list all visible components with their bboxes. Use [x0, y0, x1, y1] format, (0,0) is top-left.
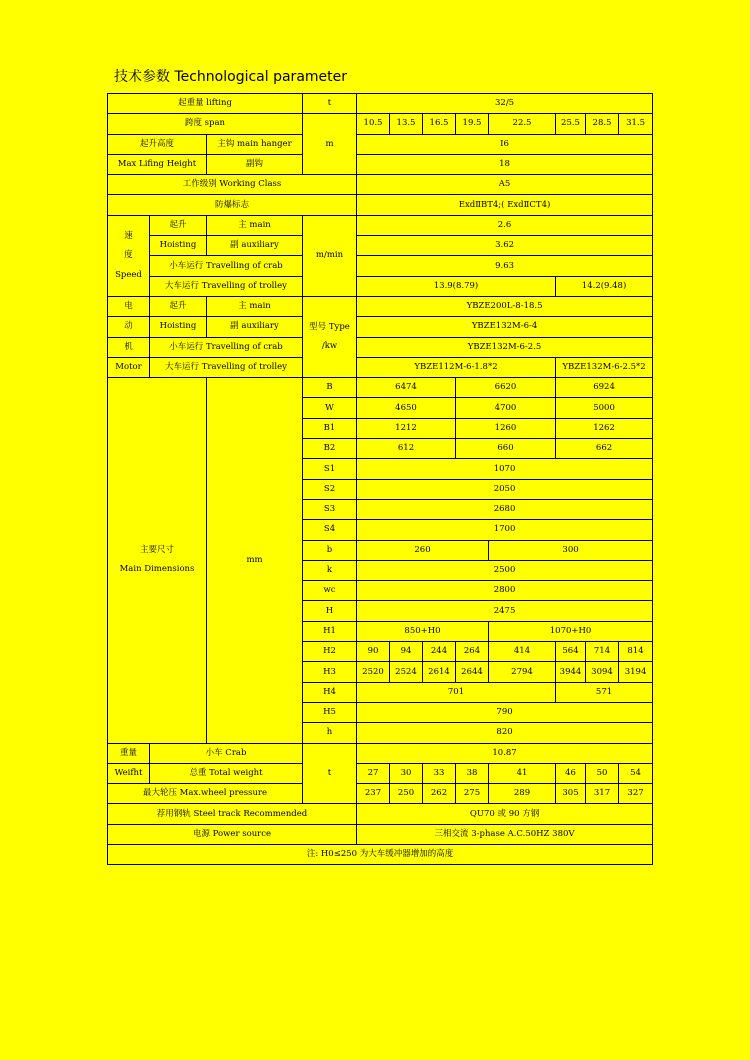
speed-crab-value: 9.63 — [357, 256, 653, 276]
table-row — [108, 763, 653, 783]
dim-value: 2644 — [456, 662, 489, 682]
dim-value: 1262 — [556, 418, 653, 438]
dim-value: 1212 — [357, 418, 456, 438]
speed-label — [108, 215, 150, 296]
dim-label: H5 — [303, 702, 357, 722]
span-value: 22.5 — [489, 114, 556, 134]
table-row — [108, 784, 653, 804]
dim-value: 612 — [357, 439, 456, 459]
table-row — [108, 824, 653, 844]
page-title: 技术参数 Technological parameter — [114, 69, 348, 85]
power-value: 三相交流 3-phase A.C.50HZ 380V — [357, 824, 653, 844]
motor-unit-kw: /kw — [321, 341, 338, 352]
weight-total-label: 总重 Total weight — [150, 763, 303, 783]
speed-unit: m/min — [303, 215, 357, 296]
dim-value: 6620 — [456, 378, 556, 398]
aux-hanger-value: 18 — [357, 154, 653, 174]
span-value: 16.5 — [423, 114, 456, 134]
dim-value: 4650 — [357, 398, 456, 418]
dim-value: 660 — [456, 439, 556, 459]
wheel-pressure-value: 237 — [357, 784, 390, 804]
span-value: 10.5 — [357, 114, 390, 134]
dim-label: H4 — [303, 682, 357, 702]
aux-hanger-label: 副钩 — [207, 154, 303, 174]
dim-label: B — [303, 378, 357, 398]
dim-label: S1 — [303, 459, 357, 479]
dim-value: 814 — [619, 642, 653, 662]
speed-trolley-value: 13.9(8.79) — [357, 276, 556, 296]
dim-value: 1070 — [357, 459, 653, 479]
wheel-pressure-value: 289 — [489, 784, 556, 804]
motor-main-value: YBZE200L-8-18.5 — [357, 296, 653, 316]
motor-trolley-label: 大车运行 Travelling of trolley — [150, 357, 303, 377]
motor-trolley-value: YBZE132M-6-2.5*2 — [556, 357, 653, 377]
motor-aux-label: 副 auxiliary — [207, 317, 303, 337]
dim-value: 6474 — [357, 378, 456, 398]
dimensions-label — [108, 378, 207, 743]
speed-label-cn-2: 度 — [124, 250, 133, 261]
rail-value: QU70 或 90 方钢 — [357, 804, 653, 824]
weight-label-cn: 重量 — [108, 743, 150, 763]
motor-label-cn-1: 电 — [108, 296, 150, 316]
table-row — [108, 357, 653, 377]
motor-hoist-cn: 起升 — [150, 296, 207, 316]
span-value: 13.5 — [390, 114, 423, 134]
speed-main-label: 主 main — [207, 215, 303, 235]
dim-label: W — [303, 398, 357, 418]
parameter-table — [107, 93, 653, 865]
dim-label: H1 — [303, 621, 357, 641]
table-row — [108, 804, 653, 824]
dim-label: H2 — [303, 642, 357, 662]
motor-crab-label: 小车运行 Travelling of crab — [150, 337, 303, 357]
dim-label: B1 — [303, 418, 357, 438]
footnote: 注: H0≤250 为大车缓冲器增加的高度 — [108, 844, 653, 864]
dim-value: 2680 — [357, 499, 653, 519]
speed-label-en: Speed — [115, 269, 142, 280]
dim-value: 1260 — [456, 418, 556, 438]
dim-value: 6924 — [556, 378, 653, 398]
lift-height-label-cn: 起升高度 — [108, 134, 207, 154]
dim-label: S3 — [303, 499, 357, 519]
weight-total-value: 38 — [456, 763, 489, 783]
weight-total-value: 30 — [390, 763, 423, 783]
dim-value: 2520 — [357, 662, 390, 682]
dim-value: 3944 — [556, 662, 586, 682]
dim-value: 2050 — [357, 479, 653, 499]
wheel-pressure-value: 327 — [619, 784, 653, 804]
table-row — [108, 236, 653, 256]
motor-label-en: Motor — [108, 357, 150, 377]
dim-label: S2 — [303, 479, 357, 499]
wheel-pressure-value: 275 — [456, 784, 489, 804]
speed-hoist-cn: 起升 — [150, 215, 207, 235]
motor-label-cn-3: 机 — [108, 337, 150, 357]
dim-value: 264 — [456, 642, 489, 662]
dim-value: 2524 — [390, 662, 423, 682]
rail-label: 荐用钢轨 Steel track Recommended — [108, 804, 357, 824]
dim-value: 2800 — [357, 581, 653, 601]
lift-height-label-en: Max Lifing Height — [108, 154, 207, 174]
dim-label: H — [303, 601, 357, 621]
dim-label: S4 — [303, 520, 357, 540]
table-row — [108, 743, 653, 763]
table-row — [108, 317, 653, 337]
motor-hoist-en: Hoisting — [150, 317, 207, 337]
weight-total-value: 46 — [556, 763, 586, 783]
dim-value: 2794 — [489, 662, 556, 682]
dim-value: 790 — [357, 702, 653, 722]
wheel-pressure-value: 317 — [586, 784, 619, 804]
weight-total-value: 27 — [357, 763, 390, 783]
dim-label: wc — [303, 581, 357, 601]
table-row — [108, 276, 653, 296]
table-row — [108, 114, 653, 134]
lifting-label: 起重量 lifting — [108, 94, 303, 114]
weight-crab-value: 10.87 — [357, 743, 653, 763]
speed-trolley-value: 14.2(9.48) — [556, 276, 653, 296]
table-row — [108, 215, 653, 235]
weight-total-value: 54 — [619, 763, 653, 783]
wheel-pressure-value: 305 — [556, 784, 586, 804]
dim-value: 662 — [556, 439, 653, 459]
motor-unit — [303, 296, 357, 377]
dim-value: 564 — [556, 642, 586, 662]
weight-total-value: 50 — [586, 763, 619, 783]
dim-value: 714 — [586, 642, 619, 662]
dim-value: 850+H0 — [357, 621, 489, 641]
table-row — [108, 256, 653, 276]
span-unit: m — [303, 114, 357, 175]
speed-aux-value: 3.62 — [357, 236, 653, 256]
lifting-unit: t — [303, 94, 357, 114]
dim-label: B2 — [303, 439, 357, 459]
table-row — [108, 94, 653, 114]
explosion-label: 防爆标志 — [108, 195, 357, 215]
motor-main-label: 主 main — [207, 296, 303, 316]
wheel-pressure-value: 250 — [390, 784, 423, 804]
weight-unit: t — [303, 743, 357, 804]
dim-value: 5000 — [556, 398, 653, 418]
motor-unit-type: 型号 Type — [309, 321, 350, 332]
dim-value: 3094 — [586, 662, 619, 682]
dim-value: 94 — [390, 642, 423, 662]
motor-label-cn-2: 动 — [108, 317, 150, 337]
dim-value: 4700 — [456, 398, 556, 418]
span-value: 19.5 — [456, 114, 489, 134]
weight-label-en: Weifht — [108, 763, 150, 783]
dim-label: h — [303, 723, 357, 743]
dimensions-label-en: Main Dimensions — [119, 564, 195, 575]
table-row — [108, 296, 653, 316]
motor-trolley-value: YBZE112M-6-1.8*2 — [357, 357, 556, 377]
dim-value: 571 — [556, 682, 653, 702]
dim-value: 2614 — [423, 662, 456, 682]
dim-label: H3 — [303, 662, 357, 682]
span-value: 25.5 — [556, 114, 586, 134]
dim-value: 1700 — [357, 520, 653, 540]
weight-crab-label: 小车 Crab — [150, 743, 303, 763]
power-label: 电源 Power source — [108, 824, 357, 844]
motor-aux-value: YBZE132M-6-4 — [357, 317, 653, 337]
span-value: 31.5 — [619, 114, 653, 134]
lifting-value: 32/5 — [357, 94, 653, 114]
dim-value: 701 — [357, 682, 556, 702]
dim-value: 90 — [357, 642, 390, 662]
dimensions-unit: mm — [207, 378, 303, 743]
speed-aux-label: 副 auxiliary — [207, 236, 303, 256]
table-row — [108, 844, 653, 864]
dim-value: 1070+H0 — [489, 621, 653, 641]
dim-value: 3194 — [619, 662, 653, 682]
table-row — [108, 154, 653, 174]
speed-trolley-label: 大车运行 Travelling of trolley — [150, 276, 303, 296]
span-value: 28.5 — [586, 114, 619, 134]
dim-label: b — [303, 540, 357, 560]
table-row — [108, 195, 653, 215]
table-row — [108, 378, 653, 398]
working-class-value: A5 — [357, 175, 653, 195]
dim-value: 260 — [357, 540, 489, 560]
working-class-label: 工作级别 Working Class — [108, 175, 357, 195]
main-hanger-value: I6 — [357, 134, 653, 154]
table-row — [108, 134, 653, 154]
main-hanger-label: 主钩 main hanger — [207, 134, 303, 154]
dim-value: 820 — [357, 723, 653, 743]
dim-value: 414 — [489, 642, 556, 662]
dimensions-label-cn: 主要尺寸 — [139, 544, 174, 555]
speed-label-cn-1: 速 — [124, 230, 133, 241]
speed-hoist-en: Hoisting — [150, 236, 207, 256]
table-row — [108, 175, 653, 195]
dim-value: 2500 — [357, 560, 653, 580]
speed-main-value: 2.6 — [357, 215, 653, 235]
motor-crab-value: YBZE132M-6-2.5 — [357, 337, 653, 357]
wheel-pressure-label: 最大轮压 Max.wheel pressure — [108, 784, 303, 804]
dim-label: k — [303, 560, 357, 580]
weight-total-value: 41 — [489, 763, 556, 783]
table-row — [108, 337, 653, 357]
explosion-value: ExdⅡBT4;( ExdⅡCT4) — [357, 195, 653, 215]
span-label: 跨度 span — [108, 114, 303, 134]
dim-value: 244 — [423, 642, 456, 662]
speed-crab-label: 小车运行 Travelling of crab — [150, 256, 303, 276]
dim-value: 300 — [489, 540, 653, 560]
dim-value: 2475 — [357, 601, 653, 621]
weight-total-value: 33 — [423, 763, 456, 783]
wheel-pressure-value: 262 — [423, 784, 456, 804]
